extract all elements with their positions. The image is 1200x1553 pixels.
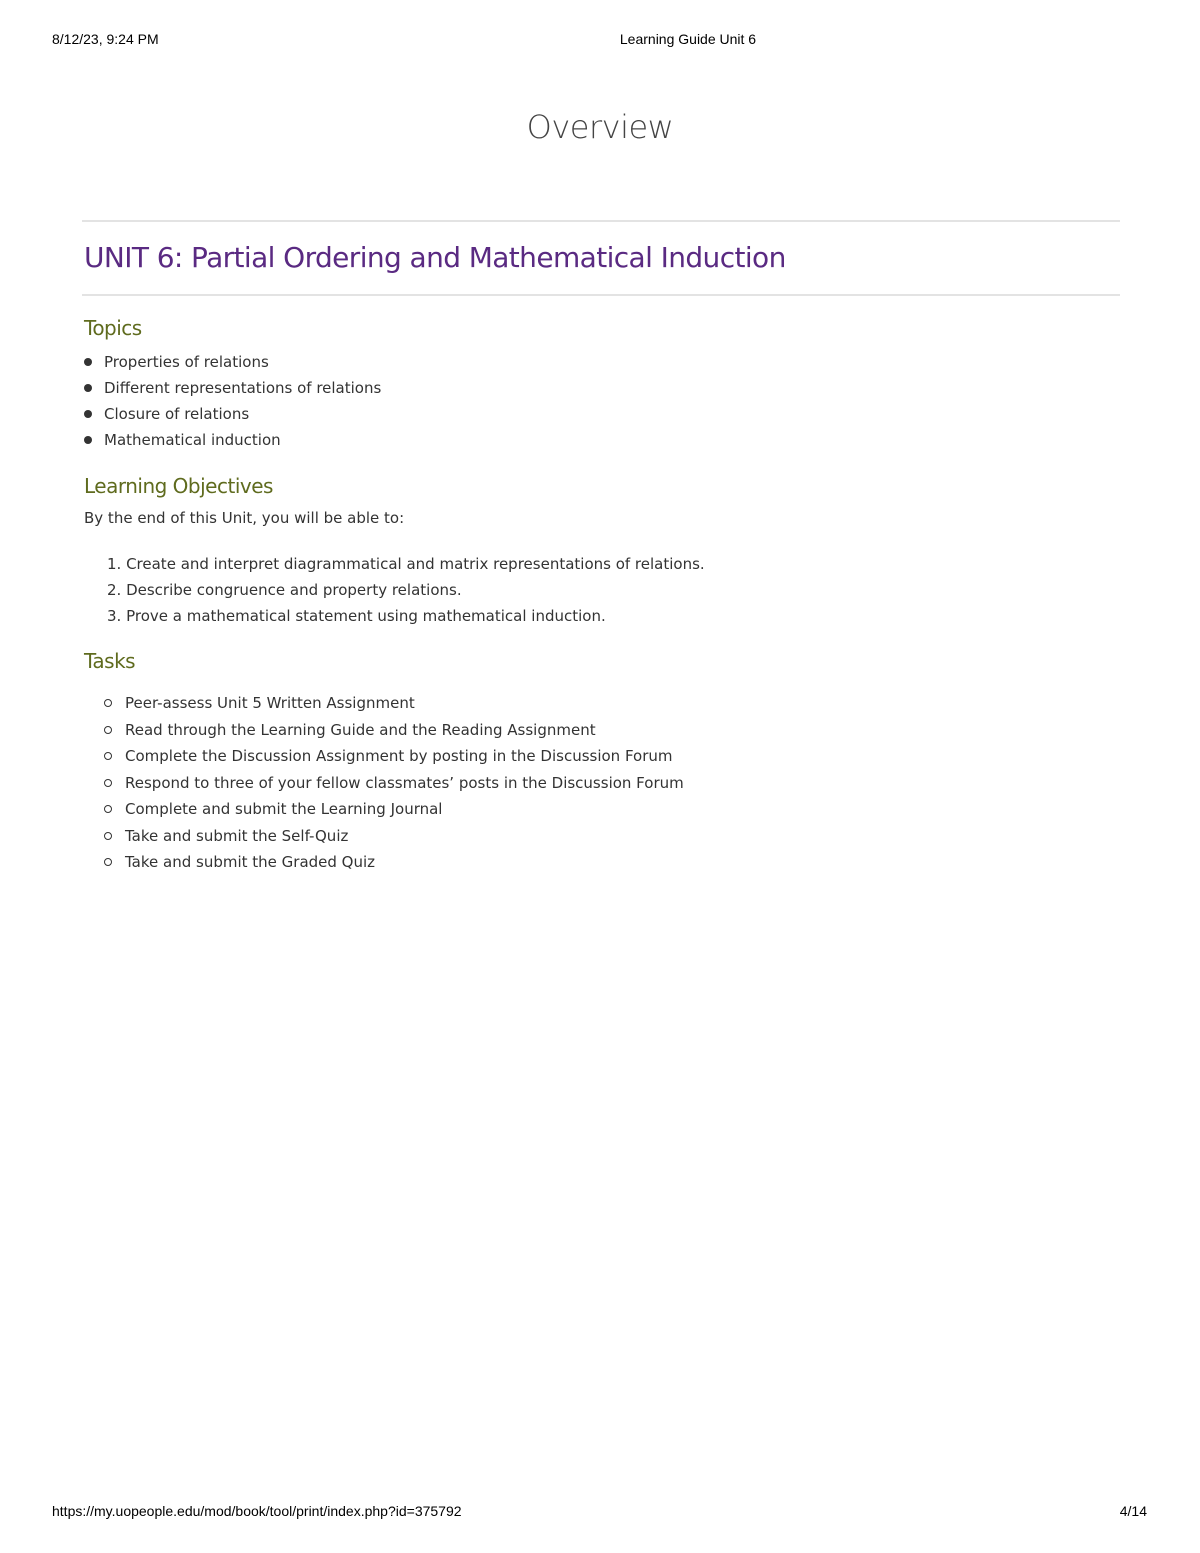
list-item — [104, 825, 684, 852]
objective-item: 3. Prove a mathematical statement using mathematical induction. — [107, 607, 606, 625]
list-item — [84, 351, 381, 377]
circle-bullet-icon — [104, 779, 112, 787]
task-text: Complete the Discussion Assignment by posting in the Discussion Forum — [125, 747, 673, 765]
objective-item: 2. Describe congruence and property relations. — [107, 581, 462, 599]
circle-bullet-icon — [104, 858, 112, 866]
bullet-dot-icon — [84, 384, 92, 392]
list-item — [104, 745, 684, 772]
tasks-list — [104, 692, 684, 878]
learning-objectives-heading: Learning Objectives — [84, 474, 273, 498]
page-number: 4/14 — [1119, 1503, 1147, 1519]
print-document-title: Learning Guide Unit 6 — [619, 31, 757, 47]
list-item — [104, 719, 684, 746]
bullet-dot-icon — [84, 410, 92, 418]
list-item — [104, 798, 684, 825]
unit-title: UNIT 6: Partial Ordering and Mathematical Induction — [84, 241, 786, 274]
topic-text: Different representations of relations — [104, 379, 382, 397]
task-text: Complete and submit the Learning Journal — [125, 800, 443, 818]
circle-bullet-icon — [104, 752, 112, 760]
topics-heading: Topics — [84, 316, 142, 340]
bullet-dot-icon — [84, 358, 92, 366]
list-item — [84, 429, 381, 455]
print-header — [0, 28, 1200, 50]
task-text: Respond to three of your fellow classmates’ posts in the Discussion Forum — [125, 773, 684, 792]
objective-item: 1. Create and interpret diagrammatical and matrix representations of relations. — [107, 555, 705, 573]
divider-top — [82, 220, 1120, 222]
circle-bullet-icon — [104, 832, 112, 840]
task-text: Peer-assess Unit 5 Written Assignment — [125, 694, 415, 712]
circle-bullet-icon — [104, 726, 112, 734]
topic-text: Properties of relations — [104, 353, 269, 371]
list-item — [104, 772, 684, 799]
list-item — [84, 377, 381, 403]
topics-list — [84, 351, 381, 455]
tasks-heading: Tasks — [84, 649, 136, 673]
divider-bottom — [82, 294, 1120, 296]
topic-text: Closure of relations — [104, 405, 250, 423]
list-item — [104, 851, 684, 878]
list-item — [104, 692, 684, 719]
bullet-dot-icon — [84, 436, 92, 444]
objectives-list — [107, 553, 705, 631]
print-datetime: 8/12/23, 9:24 PM — [52, 31, 159, 47]
chapter-title: Overview — [526, 108, 674, 146]
task-text: Take and submit the Self-Quiz — [125, 826, 349, 845]
print-url: https://my.uopeople.edu/mod/book/tool/print/index.php?id=375792 — [52, 1503, 462, 1519]
circle-bullet-icon — [104, 699, 112, 707]
circle-bullet-icon — [104, 805, 112, 813]
topic-text: Mathematical induction — [104, 431, 281, 449]
list-item — [84, 403, 381, 429]
task-text: Take and submit the Graded Quiz — [125, 853, 376, 871]
task-text: Read through the Learning Guide and the Reading Assignment — [125, 720, 596, 739]
objectives-intro: By the end of this Unit, you will be able to: — [84, 509, 405, 527]
